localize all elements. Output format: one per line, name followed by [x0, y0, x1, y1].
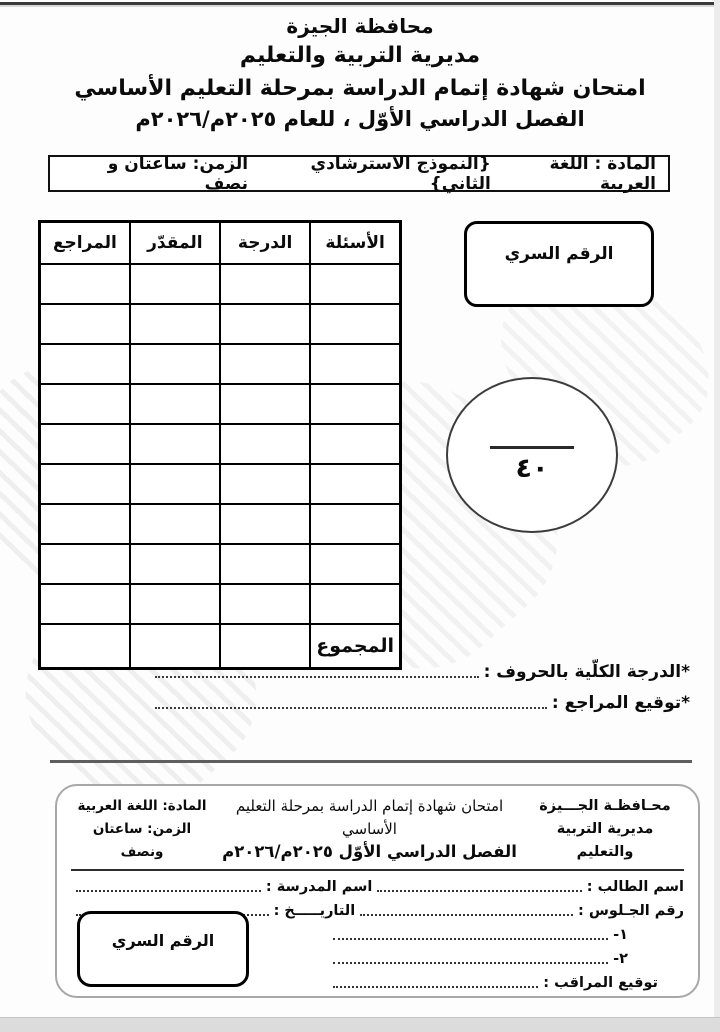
slip-term: الفصل الدراسي الأوّل ٢٠٢٥م/٢٠٢٦م [222, 842, 517, 861]
section-separator [50, 760, 692, 763]
item2-dotted-line [333, 962, 608, 964]
marks-table-row [40, 544, 401, 584]
marks-table-cell [310, 544, 400, 584]
slip-secret-number-label: الرقم السري [111, 931, 215, 951]
marks-table-cell [220, 544, 310, 584]
marks-table-header-cell: الأسئلة [310, 222, 400, 265]
slip-header [71, 795, 684, 865]
marks-table-row [40, 384, 401, 424]
marks-table-row [40, 344, 401, 384]
marks-table-cell [310, 344, 400, 384]
marks-table-cell [220, 304, 310, 344]
score-total: ٤٠ [515, 453, 549, 484]
secret-number-box [464, 221, 654, 307]
term-title: الفصل الدراسي الأوّل ، للعام ٢٠٢٥م/٢٠٢٦م [135, 107, 585, 131]
marks-table-cell [130, 464, 220, 504]
marks-table-cell [220, 504, 310, 544]
marks-table-row [40, 264, 401, 304]
total-grade-dotted-line [155, 676, 479, 678]
total-grade-label: *الدرجة الكلّية بالحروف : [483, 662, 690, 682]
marks-table-header-cell: الدرجة [220, 222, 310, 265]
proctor-signature-label: توقيع المراقب : [543, 974, 658, 991]
marks-table-cell [310, 304, 400, 344]
marks-table-cell [40, 384, 130, 424]
item2-label: ٢- [613, 950, 628, 967]
directorate-title: مديرية التربية والتعليم [239, 43, 481, 68]
marks-table-cell [130, 304, 220, 344]
slip-fields [71, 871, 684, 1011]
marks-table-cell [310, 504, 400, 544]
scan-bottom-edge [0, 1017, 720, 1032]
marks-table-row [40, 304, 401, 344]
marks-table-cell [220, 584, 310, 624]
subject-label: المادة : اللغة العربية [549, 153, 656, 194]
student-name-dotted-line [377, 890, 581, 892]
marks-table-row [40, 464, 401, 504]
score-circle [446, 377, 618, 533]
total-label-cell: المجموع [310, 624, 400, 669]
marks-table-cell [220, 344, 310, 384]
reviewer-signature-label: *توقيع المراجع : [551, 693, 690, 713]
marks-table-row [40, 584, 401, 624]
marks-table-head-row [40, 222, 401, 265]
marks-table-body [40, 264, 401, 669]
proctor-signature-dotted-line [333, 986, 538, 988]
item2-row [328, 951, 628, 967]
marks-table-cell [130, 584, 220, 624]
subject-bar [48, 155, 670, 192]
model-label: {النموذج الاسترشادي الثاني} [310, 153, 491, 194]
total-grade-row [150, 662, 690, 682]
slip-org-block [526, 795, 684, 865]
slip-meta-block [71, 795, 213, 864]
slip-governorate: محـافظـة الجـــيزة [539, 798, 671, 814]
slip-exam-block [213, 795, 526, 865]
page-header [0, 14, 720, 132]
marks-table-wrap [38, 220, 402, 670]
marks-table-cell [220, 384, 310, 424]
marks-table-cell [310, 264, 400, 304]
marks-table-cell [40, 504, 130, 544]
marks-table-cell [40, 344, 130, 384]
school-name-dotted-line [76, 890, 261, 892]
scan-right-edge [714, 0, 720, 1032]
marks-table-header-cell: المراجع [40, 222, 130, 265]
score-fraction-line [490, 446, 574, 449]
item1-dotted-line [333, 938, 608, 940]
marks-table-cell [40, 304, 130, 344]
marks-table-cell [40, 264, 130, 304]
marks-table-cell [310, 424, 400, 464]
time-label: الزمن: ساعتان و نصف [107, 153, 249, 194]
marks-table-cell [40, 424, 130, 464]
marks-table-cell [40, 464, 130, 504]
marks-table-cell [220, 464, 310, 504]
marks-table-cell [310, 384, 400, 424]
slip-exam-title: امتحان شهادة إتمام الدراسة بمرحلة التعليم الأساسي [235, 797, 504, 838]
marks-table-cell [40, 624, 130, 669]
marks-table-cell [130, 424, 220, 464]
marks-table-cell [40, 544, 130, 584]
student-info-slip [55, 784, 700, 998]
seat-number-dotted-line [360, 914, 573, 916]
slip-directorate: مديرية التربية والتعليم [556, 821, 654, 861]
school-name-label: اسم المدرسة : [265, 878, 373, 895]
slip-subject: المادة: اللغة العربية [77, 798, 207, 814]
exam-title: امتحان شهادة إتمام الدراسة بمرحلة التعليم الأساسي [74, 75, 646, 101]
slip-time: الزمن: ساعتان ونصف [92, 820, 192, 860]
marks-table-cell [130, 384, 220, 424]
marks-table-cell [220, 264, 310, 304]
marks-table-row [40, 504, 401, 544]
marks-table-cell [130, 544, 220, 584]
marks-table-cell [40, 584, 130, 624]
marks-table-row [40, 424, 401, 464]
item1-row [328, 927, 628, 943]
marks-table-cell [220, 424, 310, 464]
governorate-title: محافظة الجيزة [286, 14, 434, 38]
marks-table [38, 220, 402, 670]
marks-table-cell [310, 584, 400, 624]
marks-table-cell [130, 504, 220, 544]
marks-table-cell [310, 464, 400, 504]
reviewer-signature-row [150, 693, 690, 713]
marks-table-header-cell: المقدّر [130, 222, 220, 265]
marks-table-cell [130, 264, 220, 304]
grade-section [150, 662, 690, 724]
scan-top-edge-shadow [0, 5, 720, 7]
item1-label: ١- [613, 926, 628, 943]
date-label: التاريـــــخ : [273, 902, 356, 919]
reviewer-signature-dotted-line [155, 707, 547, 709]
proctor-signature-row [328, 975, 658, 991]
secret-number-label: الرقم السري [504, 244, 614, 264]
slip-secret-number-box [77, 911, 249, 987]
student-name-label: اسم الطالب : [586, 878, 684, 895]
student-school-row [71, 879, 684, 895]
marks-table-cell [130, 344, 220, 384]
seat-number-label: رقم الجـلوس : [578, 902, 684, 919]
